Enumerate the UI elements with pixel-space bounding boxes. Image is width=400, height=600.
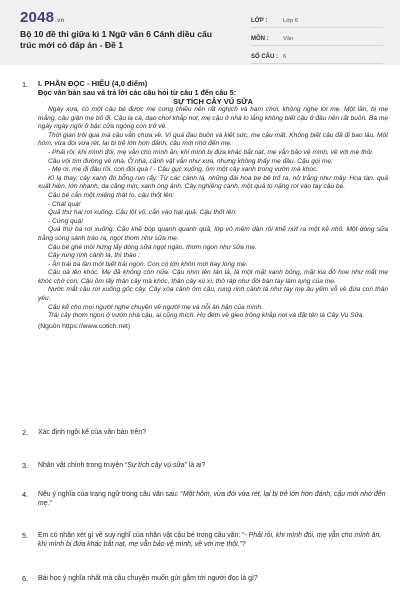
- story-paragraph: Ngày xưa, có một cậu bé được mẹ cưng chiều nên rất nghịch và ham chơi, không nghe lời mẹ. Một lần, bị mẹ mắng, cậu giận mẹ bỏ đi. Cậu la cà, dạo chơi khắp nơi, mẹ cậu ở nhà lo lắng không biết cậu ở đâu nên rất buồn. Bà mẹ ngày ngày ngồi ở bậc cửa ngóng con trở về.: [38, 106, 388, 131]
- story-paragraph: Nước mắt cậu rơi xuống gốc cây. Cây xòa cành ôm cậu, rung rinh cành lá như tay mẹ âu yếm vỗ về đứa con thân yêu.: [38, 286, 388, 303]
- story-body: [38, 106, 388, 321]
- story-paragraph: - Chát quá!: [48, 200, 81, 208]
- quoted-sentence: Một hôm, vừa đói vừa rét, lại bị trẻ lớn hơn đánh, cậu mới nhớ đến mẹ.: [38, 491, 386, 507]
- story-source: (Nguồn https://www.cotich.net): [38, 322, 131, 330]
- story-paragraph: Cậu vội tìm đường về nhà. Ở nhà, cảnh vật vẫn như xưa, nhưng không thấy mẹ đâu. Cậu gọi mẹ:: [48, 157, 333, 165]
- story-paragraph: - Ăn trái ba lần mới biết trái ngon. Con có lớn khôn mới hay lòng mẹ.: [48, 260, 248, 268]
- question-2: Xác định ngôi kể của văn bản trên?: [38, 429, 147, 436]
- section-title: I. PHẦN ĐỌC - HIỂU (4,0 điểm): [38, 79, 148, 88]
- story-paragraph: Cậu bé ghé môi hứng lấy dòng sữa ngọt ngào, thơm ngon như sữa mẹ.: [48, 243, 257, 251]
- question-number: 1.: [22, 80, 29, 89]
- question-number: 3.: [22, 461, 29, 470]
- meta-row-question-count: [251, 50, 383, 64]
- question-number: 2.: [22, 428, 29, 437]
- meta-value: 6: [283, 53, 287, 60]
- story-paragraph: Kì lạ thay, cây xanh đó bỗng run rẩy. Từ các cành lá, những đài hoa be bé trổ ra, nở trắng như mây. Hoa tàn, quả xuất hiện, lớn nhanh, da căng mịn, xanh óng ánh. Cây nghiêng cành, một quả to nặng rơi vào tay cậu bé.: [38, 174, 388, 191]
- meta-value: Văn: [283, 35, 294, 42]
- story-paragraph: Quả thứ ba rơi xuống. Cậu khẽ bóp quanh quanh quả, lớp vỏ mềm dần rồi khẽ nứt ra một kẽ nhỏ. Một dòng sữa trắng sóng sánh trào ra, ngọt thơm như sữa mẹ.: [38, 226, 388, 242]
- question-5: Em có nhận xét gì về suy nghĩ của nhân vật cậu bé trong câu văn: “- Phải rồi, khi mình đói, mẹ vẫn cho mình ăn, khi mình bị đứa khác bắt nạt, mẹ vẫn bảo vệ mình, về với mẹ thôi.”?: [38, 532, 382, 548]
- story-paragraph: Thời gian trôi qua mà cậu vẫn chưa về. Vì quá đau buồn và kiệt sức, mẹ cậu mất. Không biết cậu đã đi bao lâu. Một hôm, vừa đói vừa rét, lại bị trẻ lớn hơn đánh, cậu mới nhớ đến mẹ.: [38, 131, 388, 148]
- story-paragraph: Quả thứ hai rơi xuống. Cậu lột vỏ, cắn vào hạt quả. Cậu thốt lên:: [48, 209, 237, 217]
- question-number: 5.: [22, 531, 29, 540]
- question-number: 4.: [22, 490, 29, 499]
- document-meta: [251, 14, 383, 68]
- document-header: [0, 0, 400, 65]
- question-1: [38, 79, 388, 331]
- meta-key: SỐ CÂU :: [251, 53, 278, 60]
- story-paragraph: Cậu kể cho mọi người nghe chuyện về người mẹ và nỗi ân hận của mình.: [48, 303, 263, 311]
- question-6: Bài học ý nghĩa nhất mà câu chuyện muốn gửi gắm tới người đọc là gì?: [38, 575, 258, 582]
- story-paragraph: Cậu bé cắn một miếng thật to, cậu thốt lên:: [48, 191, 175, 199]
- story-paragraph: Cây rung rinh cành lá, thì thào :: [48, 252, 141, 260]
- document-title: Bộ 10 đề thi giữa kì 1 Ngữ văn 6 Cánh diều cấu trúc mới có đáp án - Đề 1: [20, 29, 213, 50]
- quoted-title: Sự tích cây vú sữa: [127, 462, 185, 469]
- quoted-sentence: - Phải rồi, khi mình đói, mẹ vẫn cho mình ăn, khi mình bị đứa khác bắt nạt, mẹ vẫn bảo vệ mình, về với mẹ thôi.: [38, 532, 382, 548]
- meta-key: MÔN :: [251, 35, 269, 42]
- story-paragraph: - Mẹ ơi, mẹ đi đâu rồi, con đói quá ! - Cậu gục xuống, ôm một cây xanh trong vườn mà khóc.: [48, 166, 319, 174]
- reading-instruction: Đọc văn bản sau và trả lời các câu hỏi từ câu 1 đến câu 5:: [38, 88, 237, 97]
- story-paragraph: Trái cây thơm ngon ở vườn nhà cậu, ai cũng thích. Họ đem về gieo trồng khắp nơi và đặt tên là Cây Vú Sữa.: [48, 312, 365, 320]
- question-3: Nhân vật chính trong truyện “Sự tích cây vú sữa” là ai?: [38, 462, 206, 469]
- meta-row-subject: [251, 32, 383, 46]
- meta-key: LỚP :: [251, 17, 268, 24]
- story-paragraph: - Cứng quá!: [48, 217, 83, 225]
- meta-row-class: [251, 14, 383, 28]
- story-paragraph: - Phải rồi, khi mình đói, mẹ vẫn cho mình ăn, khi mình bị đứa khác bắt nạt, mẹ vẫn bảo vệ mình, về với mẹ thôi.: [48, 148, 374, 156]
- question-number: 6.: [22, 574, 29, 583]
- question-4: Nêu ý nghĩa của trạng ngữ trong câu văn sau: “Một hôm, vừa đói vừa rét, lại bị trẻ lớn hơn đánh, cậu mới nhớ đến mẹ.”: [38, 491, 386, 507]
- story-paragraph: Cậu oà lên khóc. Mẹ đã không còn nữa. Cậu nhìn lên tán lá, lá một mặt xanh bóng, mặt kia đỏ hoe như mắt mẹ khóc chờ con. Cậu ôm lấy thân cây mà khóc, thân cây xù xì, thô ráp như đôi bàn tay làm lụng của mẹ.: [38, 269, 388, 285]
- site-logo[interactable]: 2048.vn: [20, 9, 65, 26]
- story-title: SỰ TÍCH CÂY VÚ SỮA: [173, 97, 253, 106]
- meta-value: Lớp 6: [283, 17, 299, 24]
